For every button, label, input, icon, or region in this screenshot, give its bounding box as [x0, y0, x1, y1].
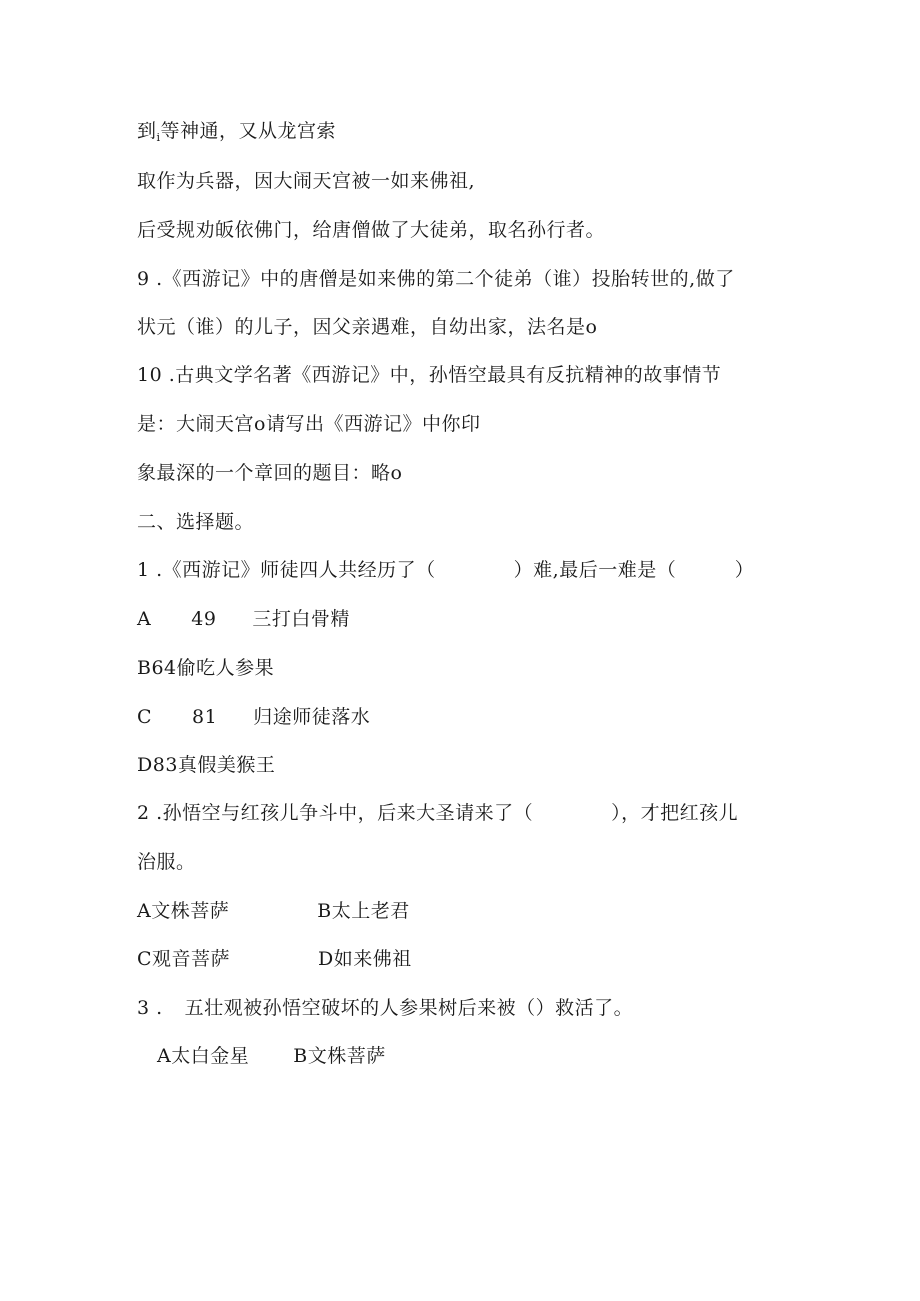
- text-segment: 到: [137, 120, 157, 142]
- choice-1-option-d: D83真假美猴王: [137, 754, 276, 776]
- question-10-line-1: 10 .古典文学名著《西游记》中，孙悟空最具有反抗精神的故事情节: [137, 364, 722, 386]
- subscript-mark: i: [156, 131, 161, 144]
- option-text: C观音菩萨: [137, 948, 231, 970]
- choice-question-3: [137, 995, 633, 1021]
- text-line-2: 取作为兵器，因大闹天宫被一如来佛祖,: [137, 170, 476, 192]
- option-letter: C: [137, 706, 153, 728]
- question-text: 五壮观被孙悟空破坏的人参果树后来被（）救活了。: [184, 997, 634, 1019]
- choice-2-options-cd: [137, 946, 412, 972]
- option-number: 81: [192, 706, 218, 728]
- question-10-line-3: 象最深的一个章回的题目：略o: [137, 462, 403, 484]
- question-10-line-2: 是：大闹天宫o请写出《西游记》中你印: [137, 413, 481, 435]
- text-line-3: 后受规劝皈依佛门，给唐僧做了大徒弟，取名孙行者。: [137, 219, 606, 241]
- option-letter: A: [137, 608, 152, 630]
- choice-question-1: 1 .《西游记》师徒四人共经历了（ ）难,最后一难是（ ）: [137, 559, 755, 581]
- question-number: 3 .: [137, 997, 163, 1019]
- choice-2-options-ab: [137, 898, 410, 924]
- choice-1-option-b: B64偷吃人参果: [137, 657, 275, 679]
- option-number: 49: [191, 608, 217, 630]
- text-segment: 等神通，又从龙宫索: [160, 120, 337, 142]
- text-line-1: [137, 118, 336, 151]
- option-text: 三打白骨精: [252, 608, 350, 630]
- choice-1-option-c: [137, 704, 370, 730]
- question-9-line-2: 状元（谁）的儿子，因父亲遇难，自幼出家，法名是o: [137, 316, 598, 338]
- choice-1-option-a: [137, 606, 350, 632]
- option-text: A太白金星: [157, 1045, 250, 1067]
- option-text: B文株菩萨: [293, 1045, 386, 1067]
- choice-question-2-line-2: 治服。: [137, 851, 196, 873]
- question-9-line-1: 9 .《西游记》中的唐僧是如来佛的第二个徒弟（谁）投胎转世的,做了: [137, 268, 735, 290]
- choice-question-2-line-1: 2 .孙悟空与红孩儿争斗中，后来大圣请来了（ ），才把红孩儿: [137, 802, 739, 824]
- option-text: D如来佛祖: [318, 948, 412, 970]
- option-text: B太上老君: [317, 900, 410, 922]
- option-text: A文株菩萨: [137, 900, 230, 922]
- section-heading-choice: 二、选择题。: [137, 511, 255, 533]
- option-text: 归途师徒落水: [253, 706, 371, 728]
- choice-3-options-ab: [157, 1043, 386, 1069]
